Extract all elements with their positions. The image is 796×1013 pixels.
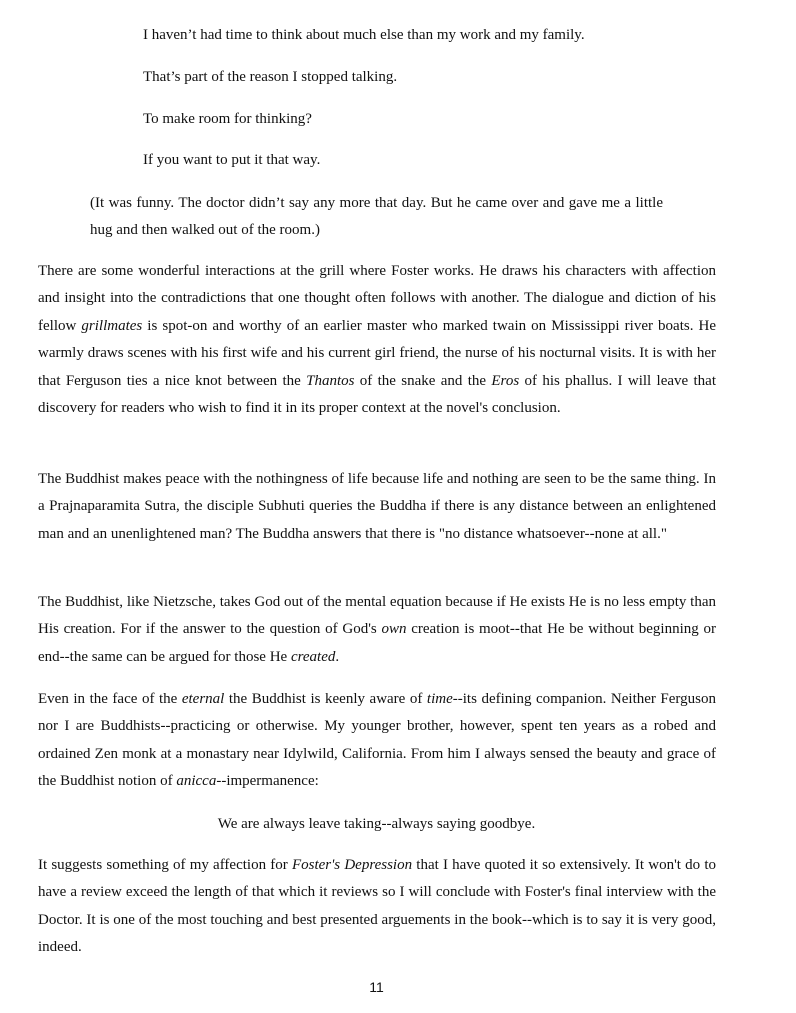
page-number: 11 — [369, 979, 384, 995]
dialogue-line-1: I haven’t had time to think about much else than my work and my family. — [143, 27, 585, 43]
text: The Buddhist makes peace with the nothingness of life because life and nothing are seen to be the same thing. In a Prajnaparamita Sutra, the disciple Subhuti queries the Buddha if there is any distance between an enlightened man and an unenlightened man? The Buddha answers that there is "no distance whatsoever--none at all." — [38, 471, 716, 542]
text: that I have quoted it so extensively. It won't do to have a review exceed the length of that which it reviews so I will conclude with Foster's final interview with the Doctor. It is one of the most touching and best presented arguements in the book--which is to say it is very good, indeed. — [38, 857, 716, 956]
text: the Buddhist is keenly aware of — [224, 691, 427, 707]
italic-term: anicca — [176, 773, 217, 790]
text: of his phallus. I will leave that discovery for readers who wish to find it in its proper context at the novel's conclusion. — [38, 372, 716, 417]
parenthetical-aside — [90, 190, 663, 244]
text: . — [335, 648, 340, 665]
text: of the snake and the — [354, 372, 492, 389]
text: Even in the face of the — [38, 691, 182, 707]
text: The Buddhist, like Nietzsche, takes God out of the mental equation because if He exists He is no less empty than His creation. For if the answer to the question of God's — [38, 594, 716, 638]
italic-title: Foster's Depression — [291, 857, 413, 873]
text: --its defining companion. Neither Ferguson nor I are Buddhists--practicing or otherwise. My younger brother, however, spent ten years as a robed and ordained Zen monk at a monastary near Idylwild, California. From him I always sensed the beauty and grace of the Buddhist notion of — [38, 691, 716, 790]
aside-text: (It was funny. The doctor didn’t say any more that day. But he came over and gave me a little hug and then walked out of the room.) — [90, 195, 663, 238]
italic-term: Eros — [491, 372, 520, 389]
centered-quote: We are always leave taking--always saying goodbye. — [217, 816, 536, 832]
text: It suggests something of my affection for — [38, 857, 292, 873]
dialogue-line-2: That’s part of the reason I stopped talking. — [143, 69, 398, 85]
italic-term: time — [426, 691, 453, 707]
italic-term: grillmates — [81, 317, 143, 334]
paragraph-grill — [38, 258, 716, 422]
paragraph-eternal — [38, 686, 716, 796]
italic-term: Thantos — [306, 372, 355, 389]
dialogue-line-3: To make room for thinking? — [143, 111, 312, 127]
text: --impermanence: — [216, 773, 319, 790]
paragraph-conclusion — [38, 852, 716, 962]
text: There are some wonderful interactions at the grill where Foster works. He draws his characters with affection and insight into the contradictions that one thought often follows with another. The dialogue and diction of his fellow — [38, 263, 716, 334]
italic-term: created — [290, 648, 336, 665]
paragraph-nietzsche — [38, 589, 716, 671]
paragraph-buddhist-peace — [38, 466, 716, 548]
text: creation is moot--that He be without beginning or end--the same can be argued for those He — [38, 621, 716, 665]
text: is spot-on and worthy of an earlier master who marked twain on Mississippi river boats. He warmly draws scenes with his first wife and his current girl friend, the nurse of his nocturnal visits. It is with her that Ferguson ties a nice knot between the — [38, 317, 716, 389]
italic-term: own — [381, 621, 407, 638]
italic-term: eternal — [181, 691, 225, 707]
dialogue-line-4: If you want to put it that way. — [143, 152, 321, 168]
